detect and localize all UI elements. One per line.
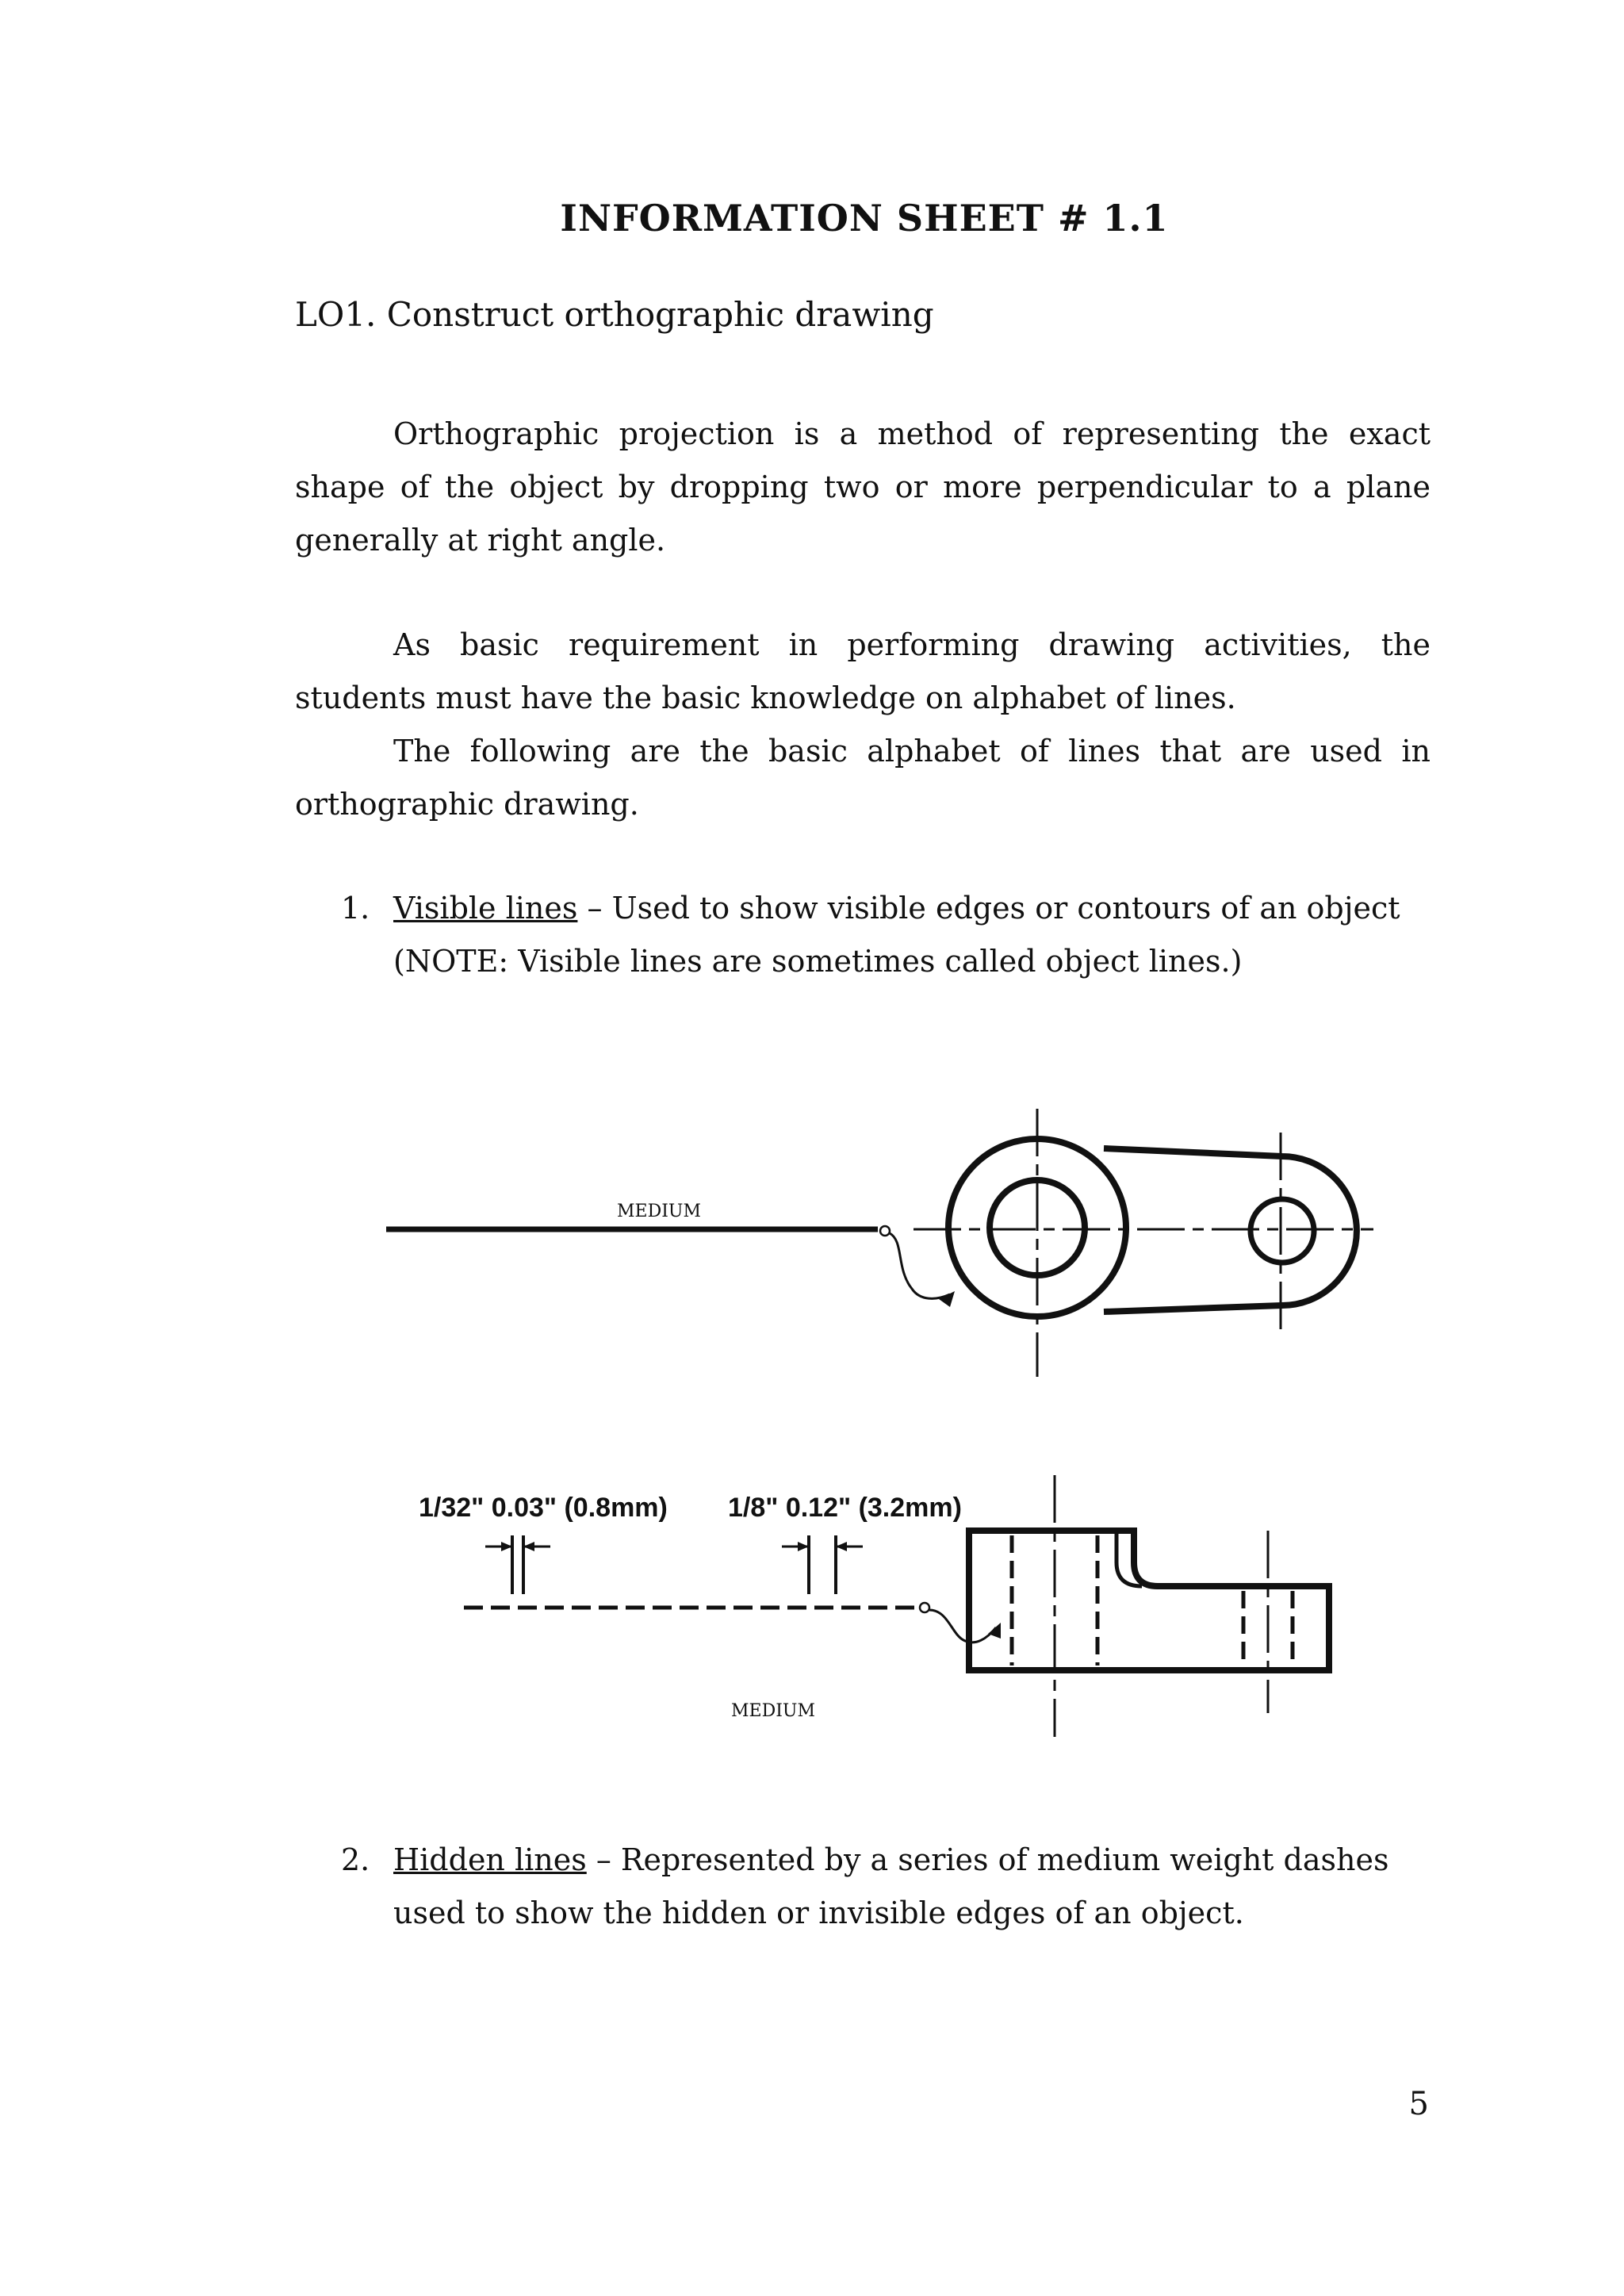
term-definition: – Represented by a series of medium weight dashes used to show the hidden or invisible edges of an object.	[393, 1842, 1389, 1930]
list-item-hidden-lines	[341, 1834, 1435, 1940]
dash-length-dimension-label: 1/8" 0.12" (3.2mm)	[728, 1493, 962, 1523]
dash-gap-dimension-label: 1/32" 0.03" (0.8mm)	[419, 1493, 668, 1523]
visible-line-weight-label: MEDIUM	[617, 1202, 701, 1221]
hidden-line-weight-label: MEDIUM	[731, 1701, 815, 1721]
hidden-line-figure	[419, 1475, 1329, 1737]
leader-start-dot	[880, 1226, 890, 1236]
visible-line-figure	[386, 1109, 1373, 1377]
paragraph-text: Orthographic projection is a method of representing the exact shape of the object by dropping two or more perpendicular to a plane generally at right angle.	[295, 416, 1431, 558]
term-definition: – Used to show visible edges or contours of an object	[577, 891, 1400, 926]
paragraph-text: The following are the basic alphabet of lines that are used in orthographic drawing.	[295, 734, 1431, 822]
dash-arrowhead-right	[836, 1542, 847, 1551]
front-view-outline	[969, 1531, 1329, 1670]
leader-line	[929, 1610, 996, 1642]
list-number: 1.	[341, 891, 370, 926]
term-note: (NOTE: Visible lines are sometimes called object lines.)	[393, 944, 1243, 979]
gap-arrowhead-right	[523, 1542, 534, 1551]
small-hole-circle	[1251, 1199, 1314, 1263]
term-visible-lines: Visible lines	[393, 891, 578, 926]
list-number: 2.	[341, 1842, 370, 1877]
page-number: 5	[1408, 2086, 1429, 2122]
learning-outcome-heading: LO1. Construct orthographic drawing	[295, 295, 934, 334]
leader-start-dot	[920, 1603, 929, 1612]
dash-arrowhead-left	[798, 1542, 809, 1551]
leader-arrowhead	[988, 1623, 1001, 1639]
leader-line	[890, 1233, 950, 1298]
term-hidden-lines: Hidden lines	[393, 1842, 587, 1877]
page-title: INFORMATION SHEET # 1.1	[560, 197, 1169, 240]
gap-arrowhead-left	[501, 1542, 512, 1551]
leader-arrowhead	[939, 1291, 955, 1307]
paragraph-text: As basic requirement in performing drawing activities, the students must have the basic knowledge on alphabet of lines.	[295, 627, 1431, 715]
